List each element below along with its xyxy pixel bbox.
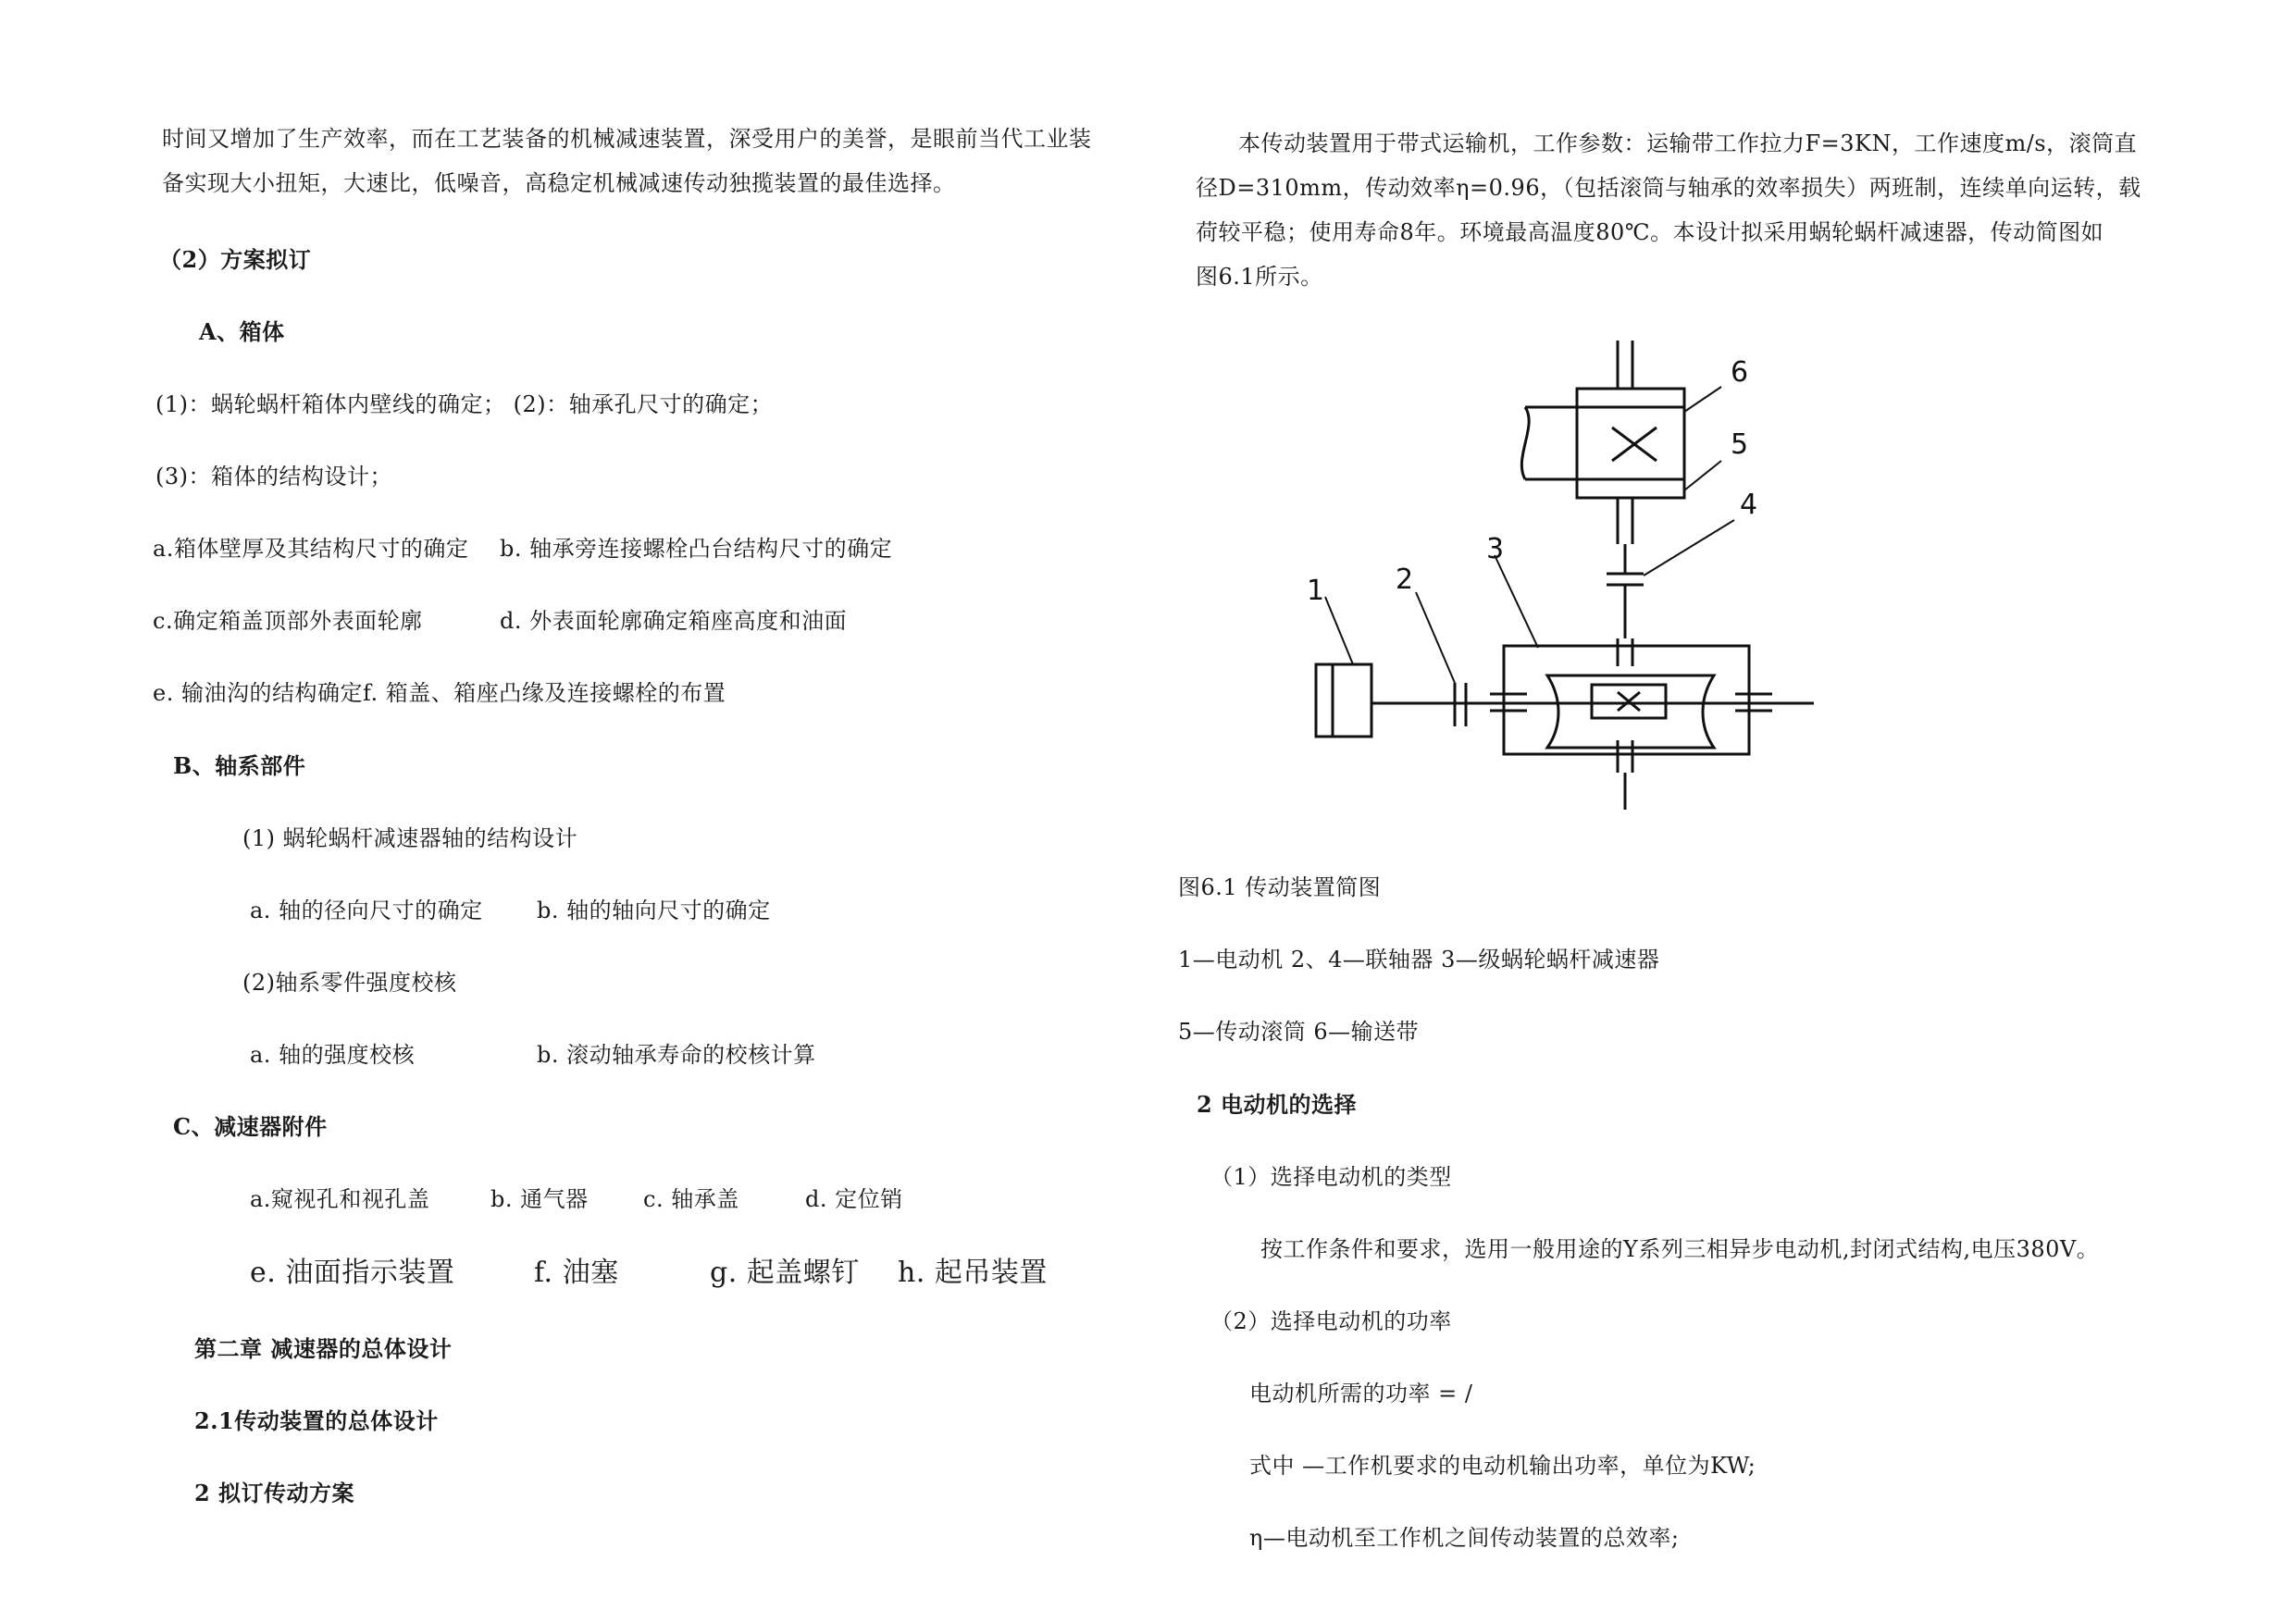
- accessory-d: d. 定位销: [805, 1186, 903, 1212]
- motor-heading: 2 电动机的选择: [1197, 1091, 1358, 1118]
- diagram-label-3: 3: [1486, 533, 1505, 565]
- accessory-a: a.窥视孔和视孔盖: [250, 1186, 430, 1212]
- chapter-heading: 第二章 减速器的总体设计: [194, 1335, 453, 1362]
- diagram-label-1: 1: [1307, 575, 1325, 607]
- section-heading: 2.1传动装置的总体设计: [194, 1407, 439, 1434]
- diagram-label-4: 4: [1740, 489, 1758, 521]
- params-line-2: 径D=310mm，传动效率η=0.96，（包括滚筒与轴承的效率损失）两班制，连续单向运转，载: [1196, 175, 2141, 201]
- formula-note-1: 式中 —工作机要求的电动机输出功率，单位为KW;: [1249, 1453, 1756, 1479]
- params-line-4: 图6.1所示。: [1196, 264, 1323, 290]
- accessory-c: c. 轴承盖: [643, 1186, 739, 1212]
- diagram-label-6: 6: [1731, 356, 1749, 389]
- scheme-heading: （2）方案拟订: [159, 246, 312, 273]
- box-item-c: c.确定箱盖顶部外表面轮廓: [153, 608, 423, 634]
- intro-line-1: 时间又增加了生产效率，而在工艺装备的机械减速装置，深受用户的美誉，是眼前当代工业装: [162, 126, 1092, 152]
- box-item-b: b. 轴承旁连接螺栓凸台结构尺寸的确定: [500, 536, 893, 562]
- figure-legend-1: 1—电动机 2、4—联轴器 3—级蜗轮蜗杆减速器: [1178, 947, 1660, 973]
- shaft-item-a1: a. 轴的径向尺寸的确定: [250, 898, 483, 923]
- accessory-g: g. 起盖螺钉: [710, 1257, 860, 1289]
- params-line-1: 本传动装置用于带式运输机，工作参数：运输带工作拉力F=3KN，工作速度m/s，滚筒直: [1238, 130, 2138, 156]
- params-line-3: 荷较平稳；使用寿命8年。环境最高温度80℃。本设计拟采用蜗轮蜗杆减速器，传动简图如: [1196, 219, 2104, 245]
- shaft-item-2: (2)轴系零件强度校核: [242, 970, 457, 996]
- accessory-b: b. 通气器: [490, 1186, 589, 1212]
- intro-line-2: 备实现大小扭矩，大速比，低噪音，高稳定机械减速传动独揽装置的最佳选择。: [162, 170, 956, 196]
- shaft-heading: B、轴系部件: [173, 752, 306, 779]
- diagram-label-5: 5: [1731, 428, 1749, 461]
- motor-power-heading: （2）选择电动机的功率: [1210, 1308, 1452, 1334]
- accessory-heading: C、减速器附件: [173, 1113, 328, 1140]
- shaft-item-b1: b. 轴的轴向尺寸的确定: [537, 898, 771, 923]
- formula-note-2: η—电动机至工作机之间传动装置的总效率;: [1249, 1525, 1680, 1551]
- box-item-1: (1)：蜗轮蜗杆箱体内壁线的确定； (2)：轴承孔尺寸的确定；: [155, 391, 774, 417]
- accessory-e: e. 油面指示装置: [250, 1257, 455, 1289]
- shaft-item-a2: a. 轴的强度校核: [250, 1042, 416, 1068]
- accessory-f: f. 油塞: [534, 1257, 619, 1289]
- diagram-label-2: 2: [1396, 564, 1414, 596]
- power-formula: 电动机所需的功率 = /: [1249, 1381, 1473, 1406]
- box-item-2: (3)：箱体的结构设计；: [155, 464, 392, 489]
- box-item-d: d. 外表面轮廓确定箱座高度和油面: [500, 608, 848, 634]
- figure-caption: 图6.1 传动装置简图: [1178, 874, 1382, 900]
- motor-type-heading: （1）选择电动机的类型: [1210, 1164, 1452, 1190]
- subsection-heading: 2 拟订传动方案: [194, 1480, 355, 1506]
- box-item-e: e. 输油沟的结构确定f. 箱盖、箱座凸缘及连接螺栓的布置: [153, 680, 726, 706]
- box-item-a: a.箱体壁厚及其结构尺寸的确定: [153, 536, 469, 562]
- shaft-item-b2: b. 滚动轴承寿命的校核计算: [537, 1042, 816, 1068]
- accessory-h: h. 起吊装置: [898, 1257, 1048, 1289]
- figure-legend-2: 5—传动滚筒 6—输送带: [1178, 1019, 1420, 1045]
- box-heading: A、箱体: [199, 318, 285, 345]
- motor-type-text: 按工作条件和要求，选用一般用途的Y系列三相异步电动机,封闭式结构,电压380V。: [1260, 1236, 2100, 1262]
- shaft-item-1: (1) 蜗轮蜗杆减速器轴的结构设计: [242, 825, 578, 851]
